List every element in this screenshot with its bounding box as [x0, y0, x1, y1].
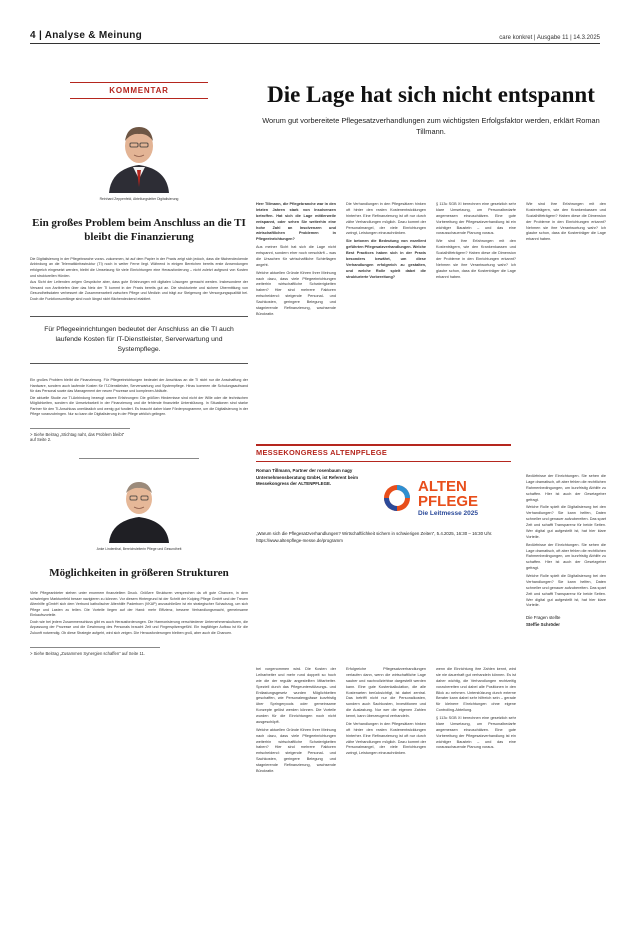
paragraph: Wie sind Ihre Erfahrungen mit den Kostenträgern, wie den Krankenkassen und Sozialhilfeträgern? Haben diese die Dimension der Probleme in den Einrichtungen erkannt? Nehmen sie ihre Verantwortung wahr? Ich glaube schon, dass die Kostenträger die Lage erkannt haben.	[436, 239, 516, 279]
paragraph: wenn die Einrichtung ihre Zahlen kennt, wird sie nie dauerhaft gut verhandeln können. Es ist daher wichtig, die Verhandlungen rechtzeitig vorzubereiten und dabei alle Positionen in den Blick zu nehmen. Unterstützung durch externe Berater kann dabei sehr hilfreich sein – gerade für kleinere Einrichtungen ohne eigene Controlling-Abteilung.	[436, 667, 516, 713]
signature-line: Die Fragen stellte	[526, 615, 561, 621]
logo-text-2: PFLEGE	[418, 492, 479, 510]
logo-text-3: Die Leitmesse 2025	[418, 509, 478, 517]
messekongress-box	[256, 444, 511, 544]
paragraph: Bedürfnisse der Einrichtungen. Sie sehen die Lage dramatisch, oft aber fehlen die rechtlichen Rahmenbedingungen, um kurzfristig Abhilfe zu schaffen. Hier ist auch der Gesetzgeber gefragt.	[526, 542, 606, 571]
portrait-caption-1: Reinhard Zeppenfeld, Abteilungsleiter Digitalisierung	[99, 197, 179, 201]
section-label: 4 | Analyse & Meinung	[30, 30, 143, 41]
signature-author: Steffie Schröder	[526, 621, 560, 627]
interview-article	[256, 82, 606, 773]
kommentar-label: KOMMENTAR	[70, 82, 208, 99]
paragraph: Welche Rolle spielt die Digitalisierung bei den Verhandlungen? Sie kann helfen, Daten schneller und genauer aufzubereiten. Das spart Zeit und schafft Transparenz für beide Seiten. Wer digital gut aufgestellt ist, hat hier klare Vorteile.	[526, 574, 606, 608]
issue-info: care konkret | Ausgabe 11 | 14.3.2025	[499, 35, 600, 41]
messekongress-text: Roman Tillmann, Partner der rosenbaum nagy Unternehmensberatung GmbH, ist Referent beim Messekongress der ALTENPFLEGE.	[256, 468, 358, 487]
paragraph: Die Verhandlungen in den Pflegesätzen hinken oft hinter den realen Kostenentwicklungen hinterher. Eine Refinanzierung ist oft nur durch zähe Verhandlungen möglich. Dazu kommt der Personalmangel, der viele Einrichtungen zwingt, Leistungen einzuschränken.	[346, 721, 426, 756]
messekongress-event[interactable]: „Warum sich die Pflegesatzverhandlungen? Wirtschaftlichkeit sichern in schwierigen Zeiten“, 5.4.2025, 16:30 – 16:30 Uhr. https://www.altenpflege-messe.de/programm	[256, 531, 493, 543]
article-column-4-lower	[526, 474, 606, 628]
cross-reference-1[interactable]: > Siehe Beitrag „Stichtag naht, das Problem bleibt“ auf Seite 2.	[30, 428, 130, 442]
paragraph: Welche aktuellen Gründe führen Ihrer Meinung nach dazu, dass viele Pflegeeinrichtungen weiterhin wirtschaftliche Schwierigkeiten haben? Hier sind mehrere Faktoren entscheidend: steigende Personal- und Sachkosten, geringere Belegung und stagnierende Refinanzierung, wachsende Bürokratie.	[256, 727, 336, 773]
portrait-photo-1	[95, 113, 183, 193]
article-lower-column-1	[256, 667, 336, 777]
article-subhead: Worum gut vorbereitete Pflegesatzverhandlungen zum wichtigsten Erfolgsfaktor werden, erklärt Roman Tillmann.	[262, 116, 600, 136]
cross-reference-2[interactable]: > Siehe Beitrag „Zusammen Synergien schaffen“ auf Seite 11.	[30, 647, 160, 656]
paragraph: Ein großes Problem bleibt die Finanzierung. Für Pflegeeinrichtungen bedeutet der Anschluss an die TI nicht nur die Anschaffung der Hardware, sondern auch laufende Kosten für IT-Dienstleister, Serverwartung und Systempflege. Hinzu kommen die Schulungsaufwand für das Personal sowie das Management der neuen Prozesse und komplexen Abläufe.	[30, 377, 248, 394]
portrait-photo-2	[99, 471, 179, 543]
paragraph: Aus meiner Sicht hat sich die Lage nicht entspannt, sondern eher noch verschärft – was die Ursachen für wirtschaftliche Schieflagen angeht.	[256, 245, 336, 267]
portrait-caption-2: Anke Lindenthal, Bereichsleiterin Pflege und Gesundheit	[96, 546, 182, 551]
commentary-title-1: Ein großes Problem beim Anschluss an die TI bleibt die Finanzierung	[32, 217, 246, 244]
paragraph: Welche Rolle spielt die Digitalisierung bei den Verhandlungen? Sie kann helfen, Daten schneller und genauer aufzubereiten. Das spart Zeit und schafft Transparenz für beide Seiten. Wer digital gut aufgestellt ist, hat hier klare Vorteile.	[526, 505, 606, 539]
paragraph: Welche aktuellen Gründe führen Ihrer Meinung nach dazu, dass viele Pflegeeinrichtungen weiterhin wirtschaftliche Schwierigkeiten haben? Hier sind mehrere Faktoren entscheidend: steigende Personal- und Sachkosten, geringere Belegung und stagnierende Refinanzierung, wachsende Bürokratie.	[256, 270, 336, 316]
altenpflege-logo	[374, 468, 504, 528]
paragraph: Die aktuelle Studie zur TI-Anbindung bezeugt unsere Erfahrungen: Die größten Hindernisse sind nicht der Wille oder die technischen Möglichkeiten, sondern die Umsetzbarkeit in der Finanzierung und die fehlende finanzielle Unterstützung. In Situationen sind starke Partner für den TI-Anschluss unerlässlich und wenig gut fundiert. Es braucht daher klare Förderprogramme, um die Digitalisierung in der Pflege voranzubringen. Nur so kann die Digitalisierung in der Pflege wirklich gelingen.	[30, 395, 248, 417]
paragraph: § 113c SGB XI berechnen eine gesetzlich sehr klare Umsetzung, um Personalbedarfe angemessen einzuschätzen. Eine gute Vorbereitung der Pflegesatzverhandlung ist ein wichtiger Baustein – und das eine vorausschauende Planung voraus.	[436, 716, 516, 750]
commentary-title-2: Möglichkeiten in größeren Strukturen	[49, 567, 229, 580]
paragraph: Herr Tillmann, die Pflegebranche war in den letzten Jahren stark von Insolvenzen betroffen. Hat sich die Lage mittlerweile entspannt, oder sehen Sie weiterhin eine hohe Zahl an Insolvenzen und wirtschaftlichen Problemen in Pflegeeinrichtungen?	[256, 202, 336, 242]
section-divider	[79, 458, 199, 459]
article-lower-column-3	[436, 667, 516, 777]
commentary-body-1	[30, 257, 248, 303]
paragraph: Bedürfnisse der Einrichtungen. Sie sehen die Lage dramatisch, oft aber fehlen die rechtlichen Rahmenbedingungen, um kurzfristig Abhilfe zu schaffen. Hier ist auch der Gesetzgeber gefragt.	[526, 474, 606, 502]
interview-signature	[526, 615, 606, 628]
article-columns-top	[256, 202, 606, 320]
paragraph: bei vorgenommen wird. Die Kosten der Leiharbeiter und mehr rund doppelt so hoch wie die der regulär angestellten Mitarbeiter. Speziell durch das Pflegeunterstützungs- und Entlastungsgesetz wurden Möglichkeiten geschaffen, wie Personalengpässe kurzfristig über Springerpools oder gemeinsame Konzepte gelöst werden können. Die Vorteile wurden für die Einrichtungen noch nicht ausgeschöpft.	[256, 667, 336, 724]
paragraph: Doch wie bei jedem Zusammenschluss gibt es auch Herausforderungen. Die Harmonisierung verschiedener Unternehmenskulturen, die Anpassung der Prozesse und die Gewinnung des Personals braucht Zeit und Fingerspitzengefühl. Ein tragfähiger Aufbau ist für die Zukunft notwendig. Ob diese Strategie aufgeht, wird sich zeigen. Die Herausforderungen bleiben groß, aber auch die Chancen.	[30, 619, 248, 635]
commentary-body-3	[30, 591, 248, 637]
messekongress-body	[256, 468, 511, 528]
logo-text-1: ALTEN	[418, 477, 467, 495]
article-column-1	[256, 202, 336, 320]
paragraph: Die Digitalisierung in der Pflegebranche voran- zukommen, ist auf dem Papier in der Praxis zeigt sich jedoch, dass die flächendeckende Anbindung an die Telematikinfrastruktur (TI) noch in weiter Ferne liegt. Während in einigen Bereichen bereits erste Anwendungen erfolgreich eingesetzt werden, bleibt die Umsetzung für viele Einrichtungen eine Herausforderung – nicht zuletzt aufgrund von Kosten und strukturellen Hürden.	[30, 256, 248, 278]
page-header	[30, 28, 600, 44]
article-column-3	[436, 202, 516, 320]
paragraph: Erfolgreiche Pflegesatzverhandlungen verlaufen dann, wenn die wirtschaftliche Lage sauber und nachvollziehbar dargestellt werden kann. Eine gute Kostenkalkulation, die alle Kostenarten berücksichtigt, ist dabei zentral. Das betrifft nicht nur die Personalkosten, sondern auch Sachkosten, Investitionen und die Auslastung. Nur wer die eigenen Zahlen kennt, kann überzeugend verhandeln.	[346, 667, 426, 718]
article-column-4	[526, 202, 606, 320]
article-lower-column-2	[346, 667, 426, 777]
commentary-body-2	[30, 378, 248, 418]
article-headline: Die Lage hat sich nicht entspannt	[267, 82, 595, 107]
paragraph: Aus Sicht der Leitenden zeigen Gespräche aber, dass gute Erfahrungen mit digitalen Lösungen gemacht werden. Insbesondere der Versand von Arztbriefen über das Netz der TI kommt in der Praxis bereits gut an. Die strukturierte und sichere Übermittlung von Gesundheitsdaten verbessert die Zusammenarbeit zwischen Pflege und Medizin und trägt zur Steigerung der Versorgungsqualität bei. Doch die Funktionsumfänge sind noch längst nicht flächendeckend etabliert.	[30, 280, 248, 301]
paragraph: Wie sind Ihre Erfahrungen mit den Kostenträgern, wie den Krankenkassen und Sozialhilfeträgern? Haben diese die Dimension der Probleme in den Einrichtungen erkannt? Nehmen sie ihre Verantwortung wahr? Ich glaube schon, dass die Kostenträger die Lage erkannt haben.	[526, 202, 606, 242]
pullquote: Für Pflegeeinrichtungen bedeutet der Anschluss an die TI auch laufende Kosten für IT-Dienstleister, Serverwartung und Systempflege.	[30, 316, 248, 364]
portrait-man-icon	[95, 113, 183, 193]
messekongress-label: MESSEKONGRESS ALTENPFLEGE	[256, 444, 511, 462]
article-columns-bottom	[256, 667, 526, 777]
paragraph: Sie betonen die Bedeutung von exzellent geführten Pflegesatzverhandlungen. Welche Best Practices haben sich in der Praxis besonders bewährt, um diese Verhandlungen erfolgreich zu gestalten, und welche Rolle spielt dabei die strukturierte Vorbereitung?	[346, 239, 426, 279]
portrait-man-2-icon	[99, 471, 179, 543]
paragraph: § 113c SGB XI berechnen eine gesetzlich sehr klare Umsetzung, um Personalbedarfe angemessen einzuschätzen. Eine gute Vorbereitung der Pflegesatzverhandlung ist ein wichtiger Baustein – und das eine vorausschauende Planung voraus.	[436, 202, 516, 236]
commentary-column	[30, 82, 248, 656]
paragraph: Viele Pflegeanbieter stehen unter enormem finanziellem Druck. Größere Strukturen versprechen da oft gute Chancen, in dem schwierigen Marktumfeld besser navigieren zu können. Vor diesem Hintergrund ist der Schritt der Kolping Pflege GmbH und der Treuen Altenhilfe gGmbH sich dem Verbund katholischer Altenhilfe Paderborn (VKAP) anzuschließen ist ein strategischer Schachzug, um sich Pflege und Lasten zu teilen. Die Vorteile liegen auf der Hand: mehr Effizienz, bessere Verhandlungsmacht, gemeinsame Einkaufsvorteile.	[30, 591, 248, 618]
paragraph: Die Verhandlungen in den Pflegesätzen hinken oft hinter den realen Kostenentwicklungen hinterher. Eine Refinanzierung ist oft nur durch zähe Verhandlungen möglich. Dazu kommt der Personalmangel, der viele Einrichtungen zwingt, Leistungen einzuschränken.	[346, 202, 426, 236]
altenpflege-logo-icon	[382, 483, 412, 513]
article-column-2	[346, 202, 426, 320]
